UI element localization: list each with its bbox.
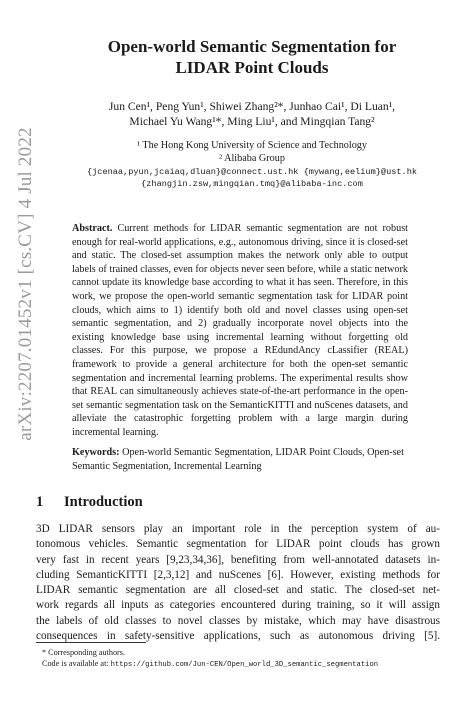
affiliations: [60, 139, 444, 165]
affiliation-line: ² Alibaba Group: [219, 153, 285, 164]
intro-line: consequences in safety-sensitive applications, such as autonomous driving [5].: [36, 630, 440, 643]
code-url-link[interactable]: https://github.com/Jun-CEN/Open_world_3D_semantic_segmentation: [110, 661, 379, 669]
code-note-prefix: Code is available at:: [42, 659, 109, 668]
intro-line: 3D LIDAR sensors play an important role in the perception system of au-: [36, 523, 440, 535]
section-title: Introduction: [64, 494, 143, 510]
abstract-text: Current methods for LIDAR semantic segmentation are not robust enough for real-world applications, e.g., autonomous driving, since it is closed-set and static. The closed-set assumption makes the network only able to output labels of trained classes, even for objects never seen before, while a static network cannot update its knowledge base according to what it has seen. Therefore, in this work, we propose the open-world semantic segmentation task for LIDAR point clouds, which aims to 1) identify both old and novel classes using open-set semantic segmentation, and 2) gradually incorporate novel objects into the existing knowledge base using incremental learning without forgetting old classes. For this purpose, we propose a REdundAncy cLassifier (REAL) framework to provide a general architecture for both the open-set semantic segmentation and incremental learning problems. The experimental results show that REAL can simultaneously achieves state-of-the-art performance in the open-set semantic segmentation task on the SemanticKITTI and nuScenes datasets, and alleviate the catastrophic forgetting problem with a large margin during incremental learning.: [72, 223, 408, 438]
introduction-paragraph: [36, 522, 440, 644]
title-line: Open-world Semantic Segmentation for: [107, 37, 397, 56]
intro-line: very fast in recent years [9,23,34,36], benefiting from well-annotated datasets in-: [36, 553, 440, 566]
intro-line: cluding SemanticKITTI [2,3,12] and nuScenes [6]. However, existing methods for: [36, 568, 440, 581]
author-line: Jun Cen¹, Peng Yun¹, Shiwei Zhang²*, Junhao Cai¹, Di Luan¹,: [108, 100, 396, 113]
footnote-divider: [36, 642, 146, 643]
section-heading: [36, 494, 143, 511]
code-availability-note: [42, 658, 462, 671]
keywords-text: Open-world Semantic Segmentation, LIDAR Point Clouds, Open-set Semantic Segmentation, Incremental Learning: [72, 447, 404, 472]
arxiv-identifier: arXiv:2207.01452v1 [cs.CV] 4 Jul 2022: [15, 127, 36, 441]
intro-line: LIDAR semantic segmentation are all closed-set and static. The closed-set net-: [36, 584, 440, 597]
intro-line: work regards all inputs as categories encountered during training, so it will assign: [36, 599, 440, 612]
paper-title: [60, 36, 444, 78]
abstract-label: Abstract.: [72, 223, 113, 234]
title-line: LIDAR Point Clouds: [175, 58, 329, 77]
arxiv-identifier-stamp: [6, 44, 46, 524]
intro-line: tonomous vehicles. Semantic segmentation for LIDAR point clouds has grown: [36, 538, 440, 551]
author-emails: [60, 166, 444, 190]
author-line: Michael Yu Wang¹*, Ming Liu¹, and Mingqian Tang²: [129, 115, 375, 128]
intro-line: the labels of old classes to novel classes by mistake, which may have disastrous: [36, 614, 440, 627]
section-number: 1: [36, 494, 44, 510]
email-line: {jcenaa,pyun,jcaiaq,dluan}@connect.ust.hk {mywang,eelium}@ust.hk: [86, 167, 418, 177]
corresponding-author-note: * Corresponding authors.: [42, 648, 126, 657]
affiliation-line: ¹ The Hong Kong University of Science and Technology: [136, 140, 367, 151]
email-line: {zhangjin.zsw,mingqian.tmq}@alibaba-inc.com: [141, 179, 363, 189]
footnotes: [42, 647, 462, 671]
abstract: [72, 222, 408, 440]
author-list: [60, 99, 444, 129]
keywords: [72, 446, 408, 473]
keywords-label: Keywords:: [72, 447, 120, 458]
